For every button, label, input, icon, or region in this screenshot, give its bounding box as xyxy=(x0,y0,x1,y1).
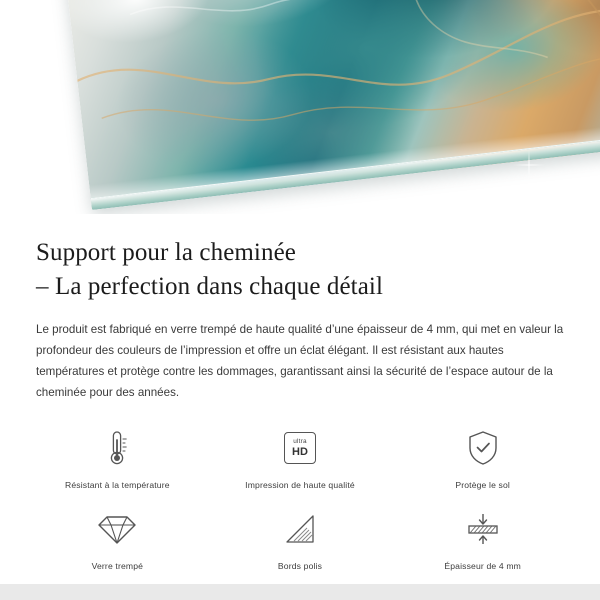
feature-item-tempered-glass xyxy=(26,506,209,571)
feature-item-print-quality xyxy=(209,425,392,490)
feature-label: Résistant à la température xyxy=(64,480,170,491)
description-paragraph: Le produit est fabriqué en verre trempé de haute qualité d’une épaisseur de 4 mm, qui met en valeur la profondeur des couleurs de l’impression et offre un éclat élégant. Il est résistant aux hautes températures et protège contre les dommages, garantissant ainsi la sécurité de l’espace autour de la cheminée pour des années. xyxy=(36,323,564,400)
feature-item-polished-edges xyxy=(209,506,392,571)
badge-bottom-text: HD xyxy=(292,445,308,458)
diamond-icon xyxy=(97,506,137,552)
headline-line-1: Support pour la cheminée xyxy=(36,239,296,266)
text-content xyxy=(0,236,600,403)
shield-check-icon xyxy=(465,425,501,471)
feature-label: Impression de haute qualité xyxy=(245,480,355,491)
feature-label: Épaisseur de 4 mm xyxy=(444,561,521,572)
ultra-hd-badge-icon xyxy=(284,425,316,471)
glass-panel-product xyxy=(64,0,600,210)
feature-label: Bords polis xyxy=(277,561,323,572)
feature-item-temperature xyxy=(26,425,209,490)
page-title xyxy=(36,236,564,303)
bottom-bar xyxy=(0,584,600,600)
feature-label: Protège le sol xyxy=(455,480,510,491)
feature-item-thickness xyxy=(391,506,574,571)
hero-image-inner xyxy=(0,0,600,214)
thermometer-icon xyxy=(100,425,134,471)
hero-image xyxy=(0,0,600,214)
feature-grid xyxy=(0,425,600,571)
headline-line-2: – La perfection dans chaque détail xyxy=(36,272,383,300)
feature-item-floor-protection xyxy=(391,425,574,490)
polished-edges-icon xyxy=(283,506,317,552)
sparkle-icon xyxy=(556,176,578,198)
thickness-4mm-icon xyxy=(463,506,503,552)
badge-top-text: ultra xyxy=(293,438,307,446)
feature-label: Verre trempé xyxy=(91,561,144,572)
